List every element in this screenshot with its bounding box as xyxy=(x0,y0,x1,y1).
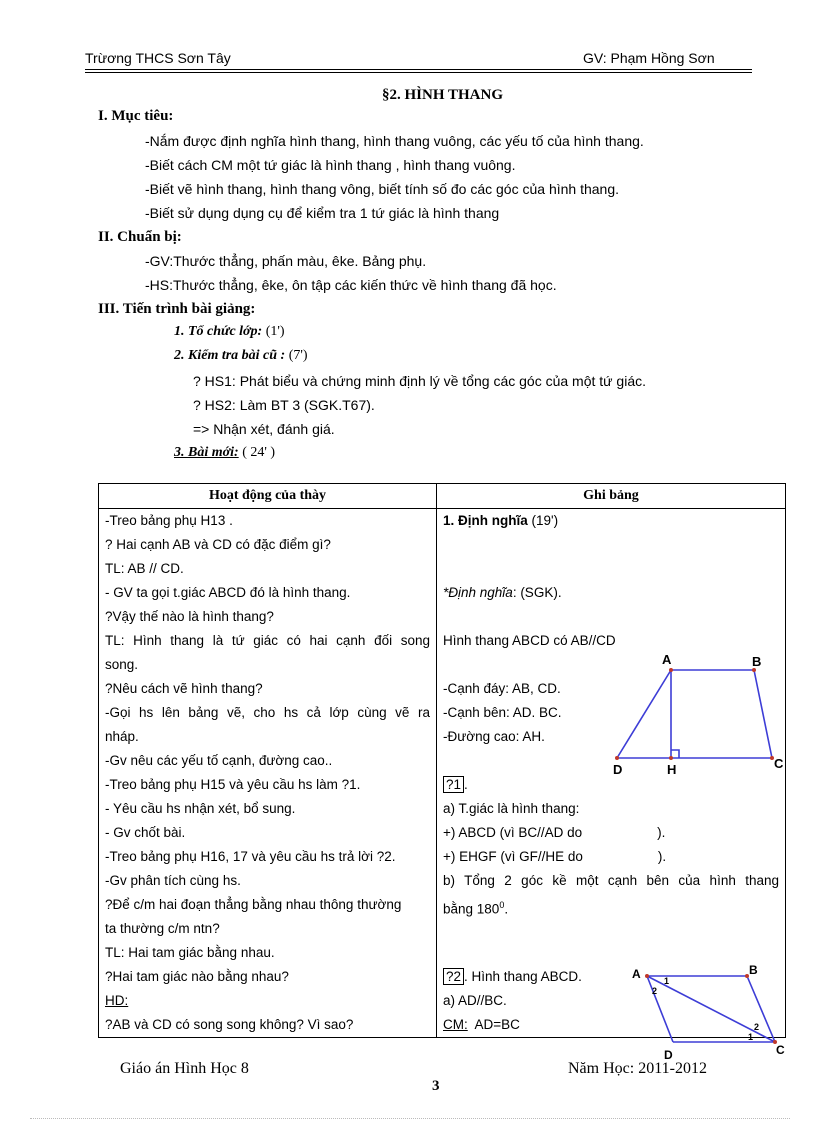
board-q2-cm-rest: AD=BC xyxy=(467,1017,520,1032)
label-d: D xyxy=(664,1048,673,1062)
footer-right: Năm Học: 2011-2012 xyxy=(568,1060,707,1077)
blank-line xyxy=(443,557,779,581)
teacher-line: ?Hai tam giác nào bằng nhau? xyxy=(105,969,289,984)
blank-line xyxy=(443,917,779,941)
teacher-lines xyxy=(105,509,430,1037)
board-q1-abcd: +) ABCD (vì BC//AD do ). xyxy=(443,825,666,840)
page-edge xyxy=(30,1118,790,1119)
side-ad xyxy=(617,670,671,758)
step-review-label: 2. Kiểm tra bài cũ : xyxy=(174,348,286,363)
teacher-line: nháp. xyxy=(105,729,139,744)
teacher-line: -Gv phân tích cùng hs. xyxy=(105,873,241,888)
teacher-line: ? Hai cạnh AB và CD có đặc điểm gì? xyxy=(105,537,331,552)
angle-label-a1: 1 xyxy=(664,976,670,986)
trapezoid-diagonal-figure xyxy=(630,962,792,1062)
board-q1-b2 xyxy=(443,893,779,917)
point-d xyxy=(615,756,619,760)
board-q1-b2-text: bằng 180 xyxy=(443,901,500,917)
check-item: => Nhận xét, đánh giá. xyxy=(193,421,335,437)
header-school: Trừơng THCS Sơn Tây xyxy=(85,50,231,66)
step-organize-time: (1') xyxy=(262,324,285,339)
angle-label-a2: 2 xyxy=(652,986,658,996)
teacher-line: HD: xyxy=(105,993,129,1008)
board-height-line: -Đường cao: AH. xyxy=(443,729,545,744)
teacher-line: ?Nêu cách vẽ hình thang? xyxy=(105,681,263,696)
page-title: §2. HÌNH THANG xyxy=(382,87,503,103)
teacher-line: ?Vậy thế nào là hình thang? xyxy=(105,609,274,624)
teacher-line: TL: AB // CD. xyxy=(105,561,184,576)
side-ad xyxy=(647,976,673,1042)
teacher-line: -Gv nêu các yếu tố cạnh, đường cao.. xyxy=(105,753,333,768)
board-def-time: (19') xyxy=(527,513,559,528)
label-c: C xyxy=(776,1043,785,1057)
teacher-line: -Treo bảng phụ H13 . xyxy=(105,513,233,528)
board-q1-b1: b) Tổng 2 góc kề một cạnh bên của hình thang xyxy=(443,873,779,888)
objective-item: -Biết vẽ hình thang, hình thang vông, biết tính số đo các góc của hình thang. xyxy=(145,181,620,197)
question-1-box: ?1 xyxy=(443,776,464,793)
objectives-heading: I. Mục tiêu: xyxy=(98,108,174,124)
label-b: B xyxy=(749,963,758,977)
teacher-line: - Gv chốt bài. xyxy=(105,825,186,840)
teacher-line: TL: Hình thang là tứ giác có hai cạnh đối song xyxy=(105,633,430,648)
check-item: ? HS1: Phát biểu và chứng minh định lý về tổng các góc của một tứ giác. xyxy=(193,373,646,389)
header-rule xyxy=(85,69,752,70)
step-organize xyxy=(174,324,285,340)
label-c: C xyxy=(774,756,784,771)
point-a xyxy=(669,668,673,672)
teacher-line: - GV ta gọi t.giác ABCD đó là hình thang. xyxy=(105,585,351,600)
label-a: A xyxy=(662,652,672,667)
board-def-line xyxy=(443,581,779,605)
page-number: 3 xyxy=(432,1078,440,1094)
teacher-line: ?AB và CD có song song không? Vì sao? xyxy=(105,1017,354,1032)
point-h xyxy=(669,756,673,760)
header-teacher: GV: Phạm Hồng Sơn xyxy=(583,50,715,66)
teacher-line: -Gọi hs lên bảng vẽ, cho hs cả lớp cùng vẽ ra xyxy=(105,705,430,720)
angle-label-c1: 1 xyxy=(748,1032,754,1042)
preparation-heading: II. Chuẩn bị: xyxy=(98,229,182,245)
blank-line xyxy=(443,605,779,629)
process-heading: III. Tiến trình bài giảng: xyxy=(98,301,256,317)
step-new-lesson xyxy=(174,445,275,461)
footer-left: Giáo án Hình Học 8 xyxy=(120,1060,249,1077)
label-d: D xyxy=(613,762,623,777)
objective-item: -Biết sử dụng dụng cụ để kiểm tra 1 tứ giác là hình thang xyxy=(145,205,500,221)
preparation-item: -GV:Thước thẳng, phấn màu, êke. Bảng phụ. xyxy=(145,253,427,269)
blank-line xyxy=(443,533,779,557)
col-header-teacher: Hoạt động của thày xyxy=(99,484,437,509)
board-def-heading: 1. Định nghĩa xyxy=(443,513,528,528)
board-side-line: -Cạnh bên: AD. BC. xyxy=(443,705,562,720)
teacher-line: song. xyxy=(105,657,139,672)
teacher-line: ?Để c/m hai đoạn thẳng bằng nhau thông thường xyxy=(105,897,402,912)
point-a xyxy=(645,974,649,978)
check-item: ? HS2: Làm BT 3 (SGK.T67). xyxy=(193,397,375,413)
angle-label-c2: 2 xyxy=(754,1022,760,1032)
board-q1-b2-sup: 0 xyxy=(499,900,505,910)
step-new-lesson-label: 3. Bài mới: xyxy=(174,445,239,460)
board-base-line: -Cạnh đáy: AB, CD. xyxy=(443,681,561,696)
board-q1-ehgf: +) EHGF (vì GF//HE do ). xyxy=(443,849,667,864)
teacher-line: -Treo bảng phụ H16, 17 và yêu cầu hs trả lời ?2. xyxy=(105,849,396,864)
preparation-item: -HS:Thước thẳng, êke, ôn tập các kiến thức về hình thang đã học. xyxy=(145,277,557,293)
board-q1-a: a) T.giác là hình thang: xyxy=(443,801,580,816)
step-new-lesson-time: ( 24' ) xyxy=(238,445,276,460)
board-def-heading-line xyxy=(443,509,779,533)
board-trap-line: Hình thang ABCD có AB//CD xyxy=(443,633,616,648)
label-b: B xyxy=(752,654,762,669)
trapezoid-figure xyxy=(600,648,800,778)
side-bc xyxy=(754,670,772,758)
board-def-ref: : (SGK). xyxy=(512,585,562,600)
question-2-box: ?2 xyxy=(443,968,464,985)
teacher-line: ta thường c/m ntn? xyxy=(105,921,220,936)
objective-item: -Biết cách CM một tứ giác là hình thang , hình thang vuông. xyxy=(145,157,516,173)
teacher-cell xyxy=(99,509,437,1038)
col-header-board: Ghi bảng xyxy=(437,484,786,509)
step-review xyxy=(174,348,308,364)
board-def-label: *Định nghĩa xyxy=(443,585,513,600)
board-q1-line: ?1 . xyxy=(443,773,779,797)
board-q2-a: a) AD//BC. xyxy=(443,993,507,1008)
label-a: A xyxy=(632,967,641,981)
teacher-line: - Yêu cầu hs nhận xét, bổ sung. xyxy=(105,801,296,816)
header-rule-thin xyxy=(85,72,752,73)
teacher-line: -Treo bảng phụ H15 và yêu cầu hs làm ?1. xyxy=(105,777,361,792)
objective-item: -Nắm được định nghĩa hình thang, hình thang vuông, các yếu tố của hình thang. xyxy=(145,133,644,149)
board-q1-b2-end: . xyxy=(504,901,509,917)
teacher-line: TL: Hai tam giác bằng nhau. xyxy=(105,945,275,960)
board-q2-title: . Hình thang ABCD. xyxy=(464,969,582,984)
step-review-time: (7') xyxy=(285,348,308,363)
label-h: H xyxy=(667,762,677,777)
board-q2-cm: CM: xyxy=(443,1017,468,1032)
step-organize-label: 1. Tổ chức lớp: xyxy=(174,324,263,339)
